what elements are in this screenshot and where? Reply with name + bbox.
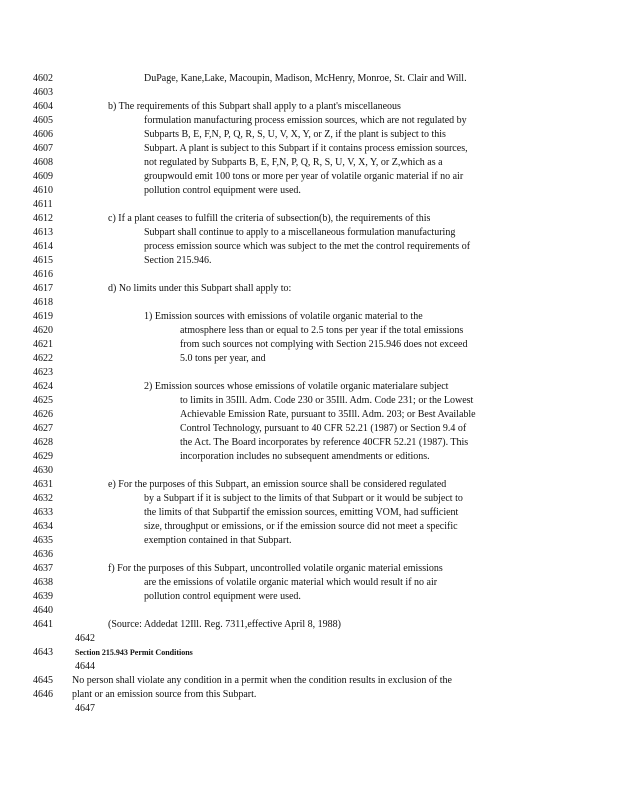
line-number: 4616 [33,269,53,280]
doc-line [0,72,618,86]
line-number: 4631 [33,479,53,490]
doc-line [0,184,618,198]
doc-line [0,198,618,212]
doc-line [0,100,618,114]
doc-line [0,562,618,576]
doc-line [0,268,618,282]
line-text: by a Subpart if it is subject to the limits of that Subpart or it would be subject to [144,493,463,504]
doc-line [0,534,618,548]
line-text: No person shall violate any condition in a permit when the condition results in exclusion of the [72,675,452,686]
line-number: 4606 [33,129,53,140]
line-text: Subpart. A plant is subject to this Subpart if it contains process emission sources, [144,143,468,154]
doc-line [0,604,618,618]
doc-line [0,324,618,338]
doc-line [0,506,618,520]
line-number: 4620 [33,325,53,336]
line-number: 4629 [33,451,53,462]
line-text: Section 215.946. [144,255,212,266]
line-number: 4641 [33,619,53,630]
line-text: Achievable Emission Rate, pursuant to 35Ill. Adm. 203; or Best Available [180,409,476,420]
source-note: (Source: Addedat 12Ill. Reg. 7311,effective April 8, 1988) [108,619,342,630]
line-number: 4612 [33,213,53,224]
line-text: Subparts B, E, F,N, P, Q, R, S, U, V, X, Y, or Z, if the plant is subject to this [144,129,446,140]
doc-line [0,688,618,702]
doc-line [0,646,618,660]
line-number: 4604 [33,101,53,112]
line-text: Subpart shall continue to apply to a miscellaneous formulation manufacturing [144,227,456,238]
line-text: f) For the purposes of this Subpart, uncontrolled volatile organic material emissions [108,563,443,574]
line-number: 4626 [33,409,53,420]
doc-line [0,660,618,674]
line-number: 4608 [33,157,53,168]
doc-line [0,590,618,604]
line-number: 4613 [33,227,53,238]
line-number: 4615 [33,255,53,266]
line-number: 4637 [33,563,53,574]
doc-line [0,450,618,464]
line-number: 4634 [33,521,53,532]
line-text: 1) Emission sources with emissions of volatile organic material to the [144,311,423,322]
line-text: pollution control equipment were used. [144,591,301,602]
doc-line [0,394,618,408]
line-text: incorporation includes no subsequent amendments or editions. [180,451,430,462]
doc-line [0,408,618,422]
line-text: are the emissions of volatile organic material which would result if no air [144,577,438,588]
line-number: 4627 [33,423,53,434]
doc-line [0,240,618,254]
doc-line [0,114,618,128]
line-number: 4633 [33,507,53,518]
line-text: plant or an emission source from this Subpart. [72,689,257,700]
line-text: exemption contained in that Subpart. [144,535,292,546]
line-text: pollution control equipment were used. [144,185,301,196]
line-text: the Act. The Board incorporates by reference 40CFR 52.21 (1987). This [180,437,469,448]
doc-line [0,478,618,492]
line-text: size, throughput or emissions, or if the emission source did not meet a specific [144,521,458,532]
line-text: groupwould emit 100 tons or more per year of volatile organic material if no air [144,171,464,182]
doc-line [0,380,618,394]
line-number: 4646 [33,689,53,700]
line-number: 4611 [33,199,53,210]
doc-line [0,86,618,100]
doc-line [0,520,618,534]
line-number: 4636 [33,549,53,560]
line-number: 4624 [33,381,53,392]
line-number: 4618 [33,297,53,308]
doc-line [0,352,618,366]
doc-line [0,366,618,380]
line-text: d) No limits under this Subpart shall apply to: [108,283,292,294]
doc-line [0,226,618,240]
line-number: 4644 [75,661,95,672]
doc-line [0,702,618,716]
line-text: formulation manufacturing process emission sources, which are not regulated by [144,115,467,126]
doc-line [0,296,618,310]
line-number: 4630 [33,465,53,476]
line-text: process emission source which was subject to the met the control requirements of [144,241,471,252]
doc-line [0,310,618,324]
doc-line [0,142,618,156]
line-number: 4622 [33,353,53,364]
line-text: c) If a plant ceases to fulfill the criteria of subsection(b), the requirements of this [108,213,431,224]
line-text: e) For the purposes of this Subpart, an emission source shall be considered regulated [108,479,447,490]
doc-line [0,282,618,296]
line-number: 4628 [33,437,53,448]
line-text: from such sources not complying with Section 215.946 does not exceed [180,339,468,350]
line-number: 4603 [33,87,53,98]
doc-line [0,212,618,226]
line-number: 4602 [33,73,53,84]
doc-line [0,436,618,450]
line-number: 4645 [33,675,53,686]
line-number: 4625 [33,395,53,406]
line-text: b) The requirements of this Subpart shall apply to a plant's miscellaneous [108,101,401,112]
line-text: the limits of that Subpartif the emission sources, emitting VOM, had sufficient [144,507,459,518]
line-number: 4607 [33,143,53,154]
line-text: 5.0 tons per year, and [180,353,266,364]
line-number: 4605 [33,115,53,126]
line-number: 4635 [33,535,53,546]
doc-line [0,128,618,142]
line-text: 2) Emission sources whose emissions of volatile organic materialare subject [144,381,449,392]
line-text: DuPage, Kane,Lake, Macoupin, Madison, McHenry, Monroe, St. Clair and Will. [144,73,467,84]
section-heading: Section 215.943 Permit Conditions [75,648,193,657]
line-number: 4619 [33,311,53,322]
line-number: 4609 [33,171,53,182]
line-number: 4621 [33,339,53,350]
doc-line [0,548,618,562]
line-number: 4647 [75,703,95,714]
doc-line [0,156,618,170]
doc-line [0,464,618,478]
line-text: to limits in 35Ill. Adm. Code 230 or 35Ill. Adm. Code 231; or the Lowest [180,395,474,406]
line-number: 4632 [33,493,53,504]
line-number: 4617 [33,283,53,294]
doc-line [0,674,618,688]
doc-line [0,576,618,590]
doc-line [0,492,618,506]
line-number: 4614 [33,241,53,252]
doc-line [0,618,618,632]
line-number: 4640 [33,605,53,616]
line-number: 4639 [33,591,53,602]
doc-line [0,422,618,436]
line-text: atmosphere less than or equal to 2.5 tons per year if the total emissions [180,325,464,336]
doc-line [0,338,618,352]
doc-line [0,254,618,268]
doc-line [0,632,618,646]
doc-line [0,170,618,184]
line-number: 4610 [33,185,53,196]
line-text: not regulated by Subparts B, E, F,N, P, Q, R, S, U, V, X, Y, or Z,which as a [144,157,443,168]
line-text: Control Technology, pursuant to 40 CFR 52.21 (1987) or Section 9.4 of [180,423,467,434]
line-number: 4623 [33,367,53,378]
line-number: 4642 [75,633,95,644]
line-number: 4643 [33,647,53,658]
line-number: 4638 [33,577,53,588]
